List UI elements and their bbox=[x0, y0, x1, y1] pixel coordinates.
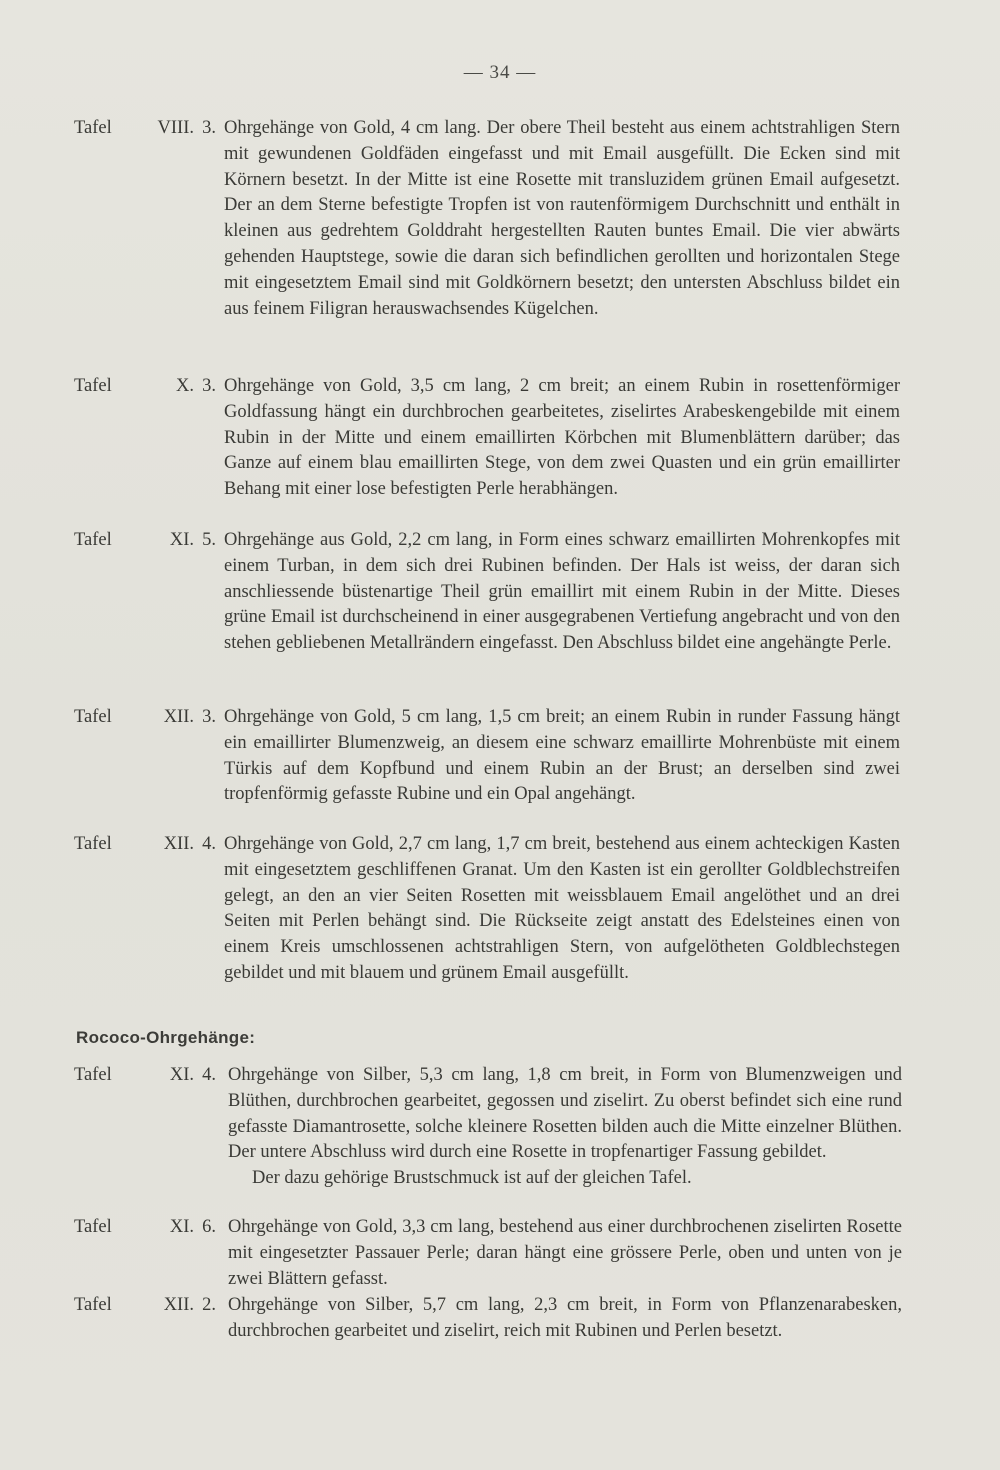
entry-description: Ohrgehänge von Gold, 3,5 cm lang, 2 cm breit; an einem Rubin in rosettenförmiger Goldfassung hängt ein durchbrochen gearbeitetes, ziselirtes Arabeskengebilde mit einem Rubin in der Mitte und einem emaillirten Körbchen mit Blumenblättern darüber; das Ganze auf einem blau emaillirten Stege, von dem zwei Quasten und ein grün emaillirter Behang mit einer lose befestigten Perle herabhängen. bbox=[224, 376, 900, 500]
page-number: — 34 — bbox=[463, 62, 537, 83]
entry-description: Ohrgehänge von Gold, 4 cm lang. Der obere Theil besteht aus einem achtstrahligen Stern mit gewundenen Goldfäden eingefasst und mit Email ausgefüllt. Die Ecken sind mit Körnern besetzt. In der Mitte ist eine Rosette mit transluzidem grünen Email aufgesetzt. Der an dem Sterne befestigte Tropfen ist von rautenförmigem Durchschnitt und enthält in kleinen aus gedrehtem Golddraht hergestellten Rauten buntes Email. Die vier abwärts gehenden Hauptstege, sowie die daran sich befindlichen gerollten und horizontalen Stege mit eingesetztem Email sind mit Goldkörnern besetzt; den untersten Abschluss bildet ein aus feinem Filigran herauswachsendes Kügelchen. bbox=[224, 118, 900, 319]
plate-label: Tafel bbox=[74, 1065, 112, 1085]
plate-roman-numeral: XII. bbox=[163, 1295, 194, 1315]
entry-description: Ohrgehänge von Gold, 3,3 cm lang, bestehend aus einer durchbrochenen ziselirten Rosette mit eingesetzter Passauer Perle; daran hängt eine grössere Perle, oben und unten von je zwei Blättern gefasst. bbox=[228, 1217, 902, 1289]
item-number: 2. bbox=[202, 1295, 216, 1315]
plate-roman-numeral: XI. bbox=[169, 1065, 194, 1085]
plate-roman-numeral: X. bbox=[176, 376, 194, 396]
entry-description: Ohrgehänge von Gold, 5 cm lang, 1,5 cm breit; an einem Rubin in runder Fassung hängt ein emaillirter Blumenzweig, an diesem eine schwarz emaillirte Mohrenbüste mit einem Türkis auf dem Kopfbund und einem Rubin an der Brust; an derselben sind zwei tropfenförmig gefasste Rubine und ein Opal angehängt. bbox=[224, 707, 900, 805]
entry-description: Ohrgehänge von Gold, 2,7 cm lang, 1,7 cm breit, bestehend aus einem achteckigen Kasten mit eingesetztem geschliffenen Granat. Um den Kasten ist ein gerollter Goldblechstreifen gelegt, an den an vier Seiten Rosetten mit weissblauem Email angelöthet und an drei Seiten mit Perlen behängt sind. Die Rückseite zeigt anstatt des Edelsteines einen von einem Kreis umschlossenen achtstrahligen Stern, von aufgelötheten Goldblechstegen gebildet und mit blauem und grünem Email ausgefüllt. bbox=[224, 834, 900, 983]
entry-description: Ohrgehänge von Silber, 5,7 cm lang, 2,3 cm breit, in Form von Pflanzenarabesken, durchbrochen gearbeitet und ziselirt, reich mit Rubinen und Perlen besetzt. bbox=[228, 1295, 902, 1341]
plate-label: Tafel bbox=[74, 834, 112, 854]
item-number: 3. bbox=[202, 118, 216, 138]
item-number: 4. bbox=[202, 834, 216, 854]
plate-roman-numeral: XII. bbox=[163, 834, 194, 854]
entry-description-text: Ohrgehänge von Silber, 5,3 cm lang, 1,8 cm breit, in Form von Blumenzweigen und Blüthen, durchbrochen gearbeitet, gegossen und ziselirt. Zu oberst befindet sich eine rund gefasste Diamantrosette, solche kleinere Rosetten bilden auch die Mitte einzelner Blüthen. Der untere Abschluss wird durch eine Rosette in tropfenartiger Fassung gebildet. bbox=[228, 1065, 902, 1163]
plate-roman-numeral: XII. bbox=[163, 707, 194, 727]
plate-label: Tafel bbox=[74, 1217, 112, 1237]
section-heading: Rococo-Ohrgehänge: bbox=[76, 1028, 256, 1047]
entry-note: Der dazu gehörige Brustschmuck ist auf der gleichen Tafel. bbox=[252, 1168, 692, 1189]
plate-label: Tafel bbox=[74, 376, 112, 396]
plate-roman-numeral: XI. bbox=[169, 1217, 194, 1237]
item-number: 6. bbox=[202, 1217, 216, 1237]
plate-label: Tafel bbox=[74, 1295, 112, 1315]
entry-description bbox=[228, 1063, 902, 1192]
plate-label: Tafel bbox=[74, 530, 112, 550]
item-number: 3. bbox=[202, 376, 216, 396]
item-number: 5. bbox=[202, 530, 216, 550]
item-number: 4. bbox=[202, 1065, 216, 1085]
entry-description: Ohrgehänge aus Gold, 2,2 cm lang, in Form eines schwarz emaillirten Mohrenkopfes mit einem Turban, in dem sich drei Rubinen befinden. Der Hals ist weiss, der daran sich anschliessende büstenartige Theil grün emaillirt mit einem Rubin in der Mitte. Dieses grüne Email ist durchscheinend in einer ausgegrabenen Vertiefung angebracht und von den stehen gebliebenen Metallrändern eingefasst. Den Abschluss bildet eine angehängte Perle. bbox=[224, 530, 900, 654]
plate-roman-numeral: VIII. bbox=[157, 118, 194, 138]
plate-label: Tafel bbox=[74, 118, 112, 138]
plate-label: Tafel bbox=[74, 707, 112, 727]
plate-roman-numeral: XI. bbox=[169, 530, 194, 550]
item-number: 3. bbox=[202, 707, 216, 727]
